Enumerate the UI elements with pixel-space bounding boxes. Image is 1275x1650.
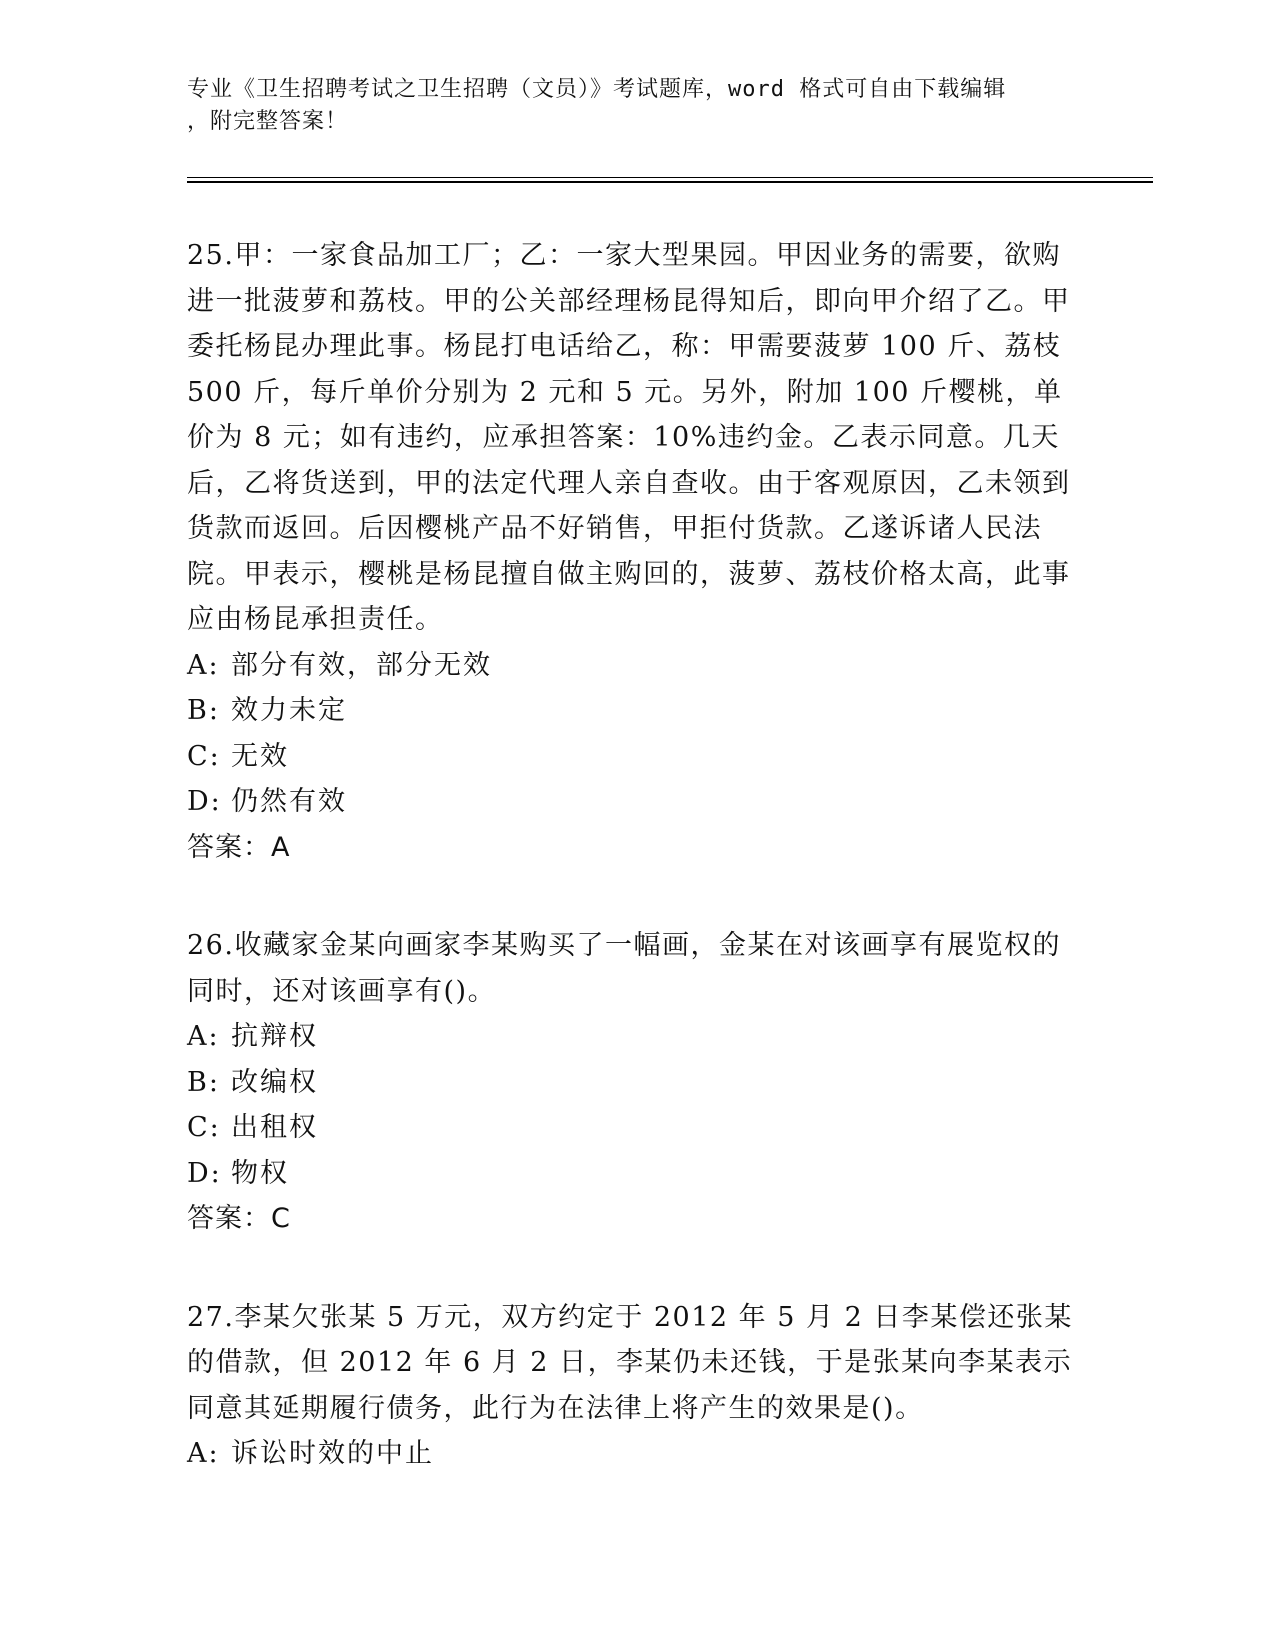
question-stem: 25.甲：一家食品加工厂；乙：一家大型果园。甲因业务的需要，欲购进一批菠萝和荔枝。甲的公关部经理杨昆得知后，即向甲介绍了乙。甲委托杨昆办理此事。杨昆打电话给乙，称：甲需要菠萝 100 斤、荔枝 500 斤，每斤单价分别为 2 元和 5 元。另外，附加 100 斤樱桃，单价为 8 元；如有违约，应承担答案：10%违约金。乙表示同意。几天后，乙将货送到，甲的法定代理人亲自查收。由于客观原因，乙未领到货款而返回。后因樱桃产品不好销售，甲拒付货款。乙遂诉诸人民法院。甲表示，樱桃是杨昆擅自做主购回的，菠萝、荔枝价格太高，此事应由杨昆承担责任。 xyxy=(187,240,1071,635)
option-text: 抗辩权 xyxy=(231,1021,318,1052)
option-key: D: xyxy=(187,786,222,817)
question-26 xyxy=(187,923,1087,1242)
question-27 xyxy=(187,1295,1087,1477)
option-text: 诉讼时效的中止 xyxy=(231,1438,434,1469)
question-stem: 26.收藏家金某向画家李某购买了一幅画，金某在对该画享有展览权的同时，还对该画享有()。 xyxy=(187,930,1061,1007)
option-key: B: xyxy=(187,1066,220,1098)
question-list xyxy=(187,233,1087,1530)
option-key: C: xyxy=(187,1112,221,1143)
option-d xyxy=(187,1151,1087,1197)
answer-label: 答案：A xyxy=(187,831,291,863)
option-key: D: xyxy=(187,1157,222,1189)
option-b xyxy=(187,688,1087,734)
option-d xyxy=(187,779,1087,825)
option-b xyxy=(187,1060,1087,1106)
option-key: A: xyxy=(187,1438,220,1469)
option-c xyxy=(187,734,1087,780)
option-a xyxy=(187,1431,1087,1477)
option-text: 效力未定 xyxy=(231,695,347,726)
option-key: A: xyxy=(187,1021,220,1052)
option-text: 部分有效，部分无效 xyxy=(231,649,492,681)
question-25 xyxy=(187,233,1087,870)
option-key: B: xyxy=(187,695,220,726)
document-header xyxy=(187,74,1067,138)
option-key: C: xyxy=(187,740,221,772)
option-text: 仍然有效 xyxy=(231,786,347,817)
option-a xyxy=(187,1014,1087,1060)
option-c xyxy=(187,1105,1087,1151)
option-text: 改编权 xyxy=(231,1066,318,1098)
header-rule-thick xyxy=(187,181,1153,183)
header-title-line-1: 专业《卫生招聘考试之卫生招聘（文员）》考试题库，word 格式可自由下载编辑 xyxy=(187,77,1007,102)
option-a xyxy=(187,643,1087,689)
option-text: 无效 xyxy=(231,740,289,772)
header-rule-thin xyxy=(187,177,1153,178)
option-key: A: xyxy=(187,649,220,681)
answer-label: 答案：C xyxy=(187,1203,291,1234)
option-text: 出租权 xyxy=(231,1112,318,1143)
header-title-line-2: ，附完整答案！ xyxy=(187,109,349,134)
question-stem: 27.李某欠张某 5 万元，双方约定于 2012 年 5 月 2 日李某偿还张某的借款，但 2012 年 6 月 2 日，李某仍未还钱，于是张某向李某表示同意其延期履行债务，此行为在法律上将产生的效果是()。 xyxy=(187,1301,1073,1424)
option-text: 物权 xyxy=(231,1157,289,1189)
